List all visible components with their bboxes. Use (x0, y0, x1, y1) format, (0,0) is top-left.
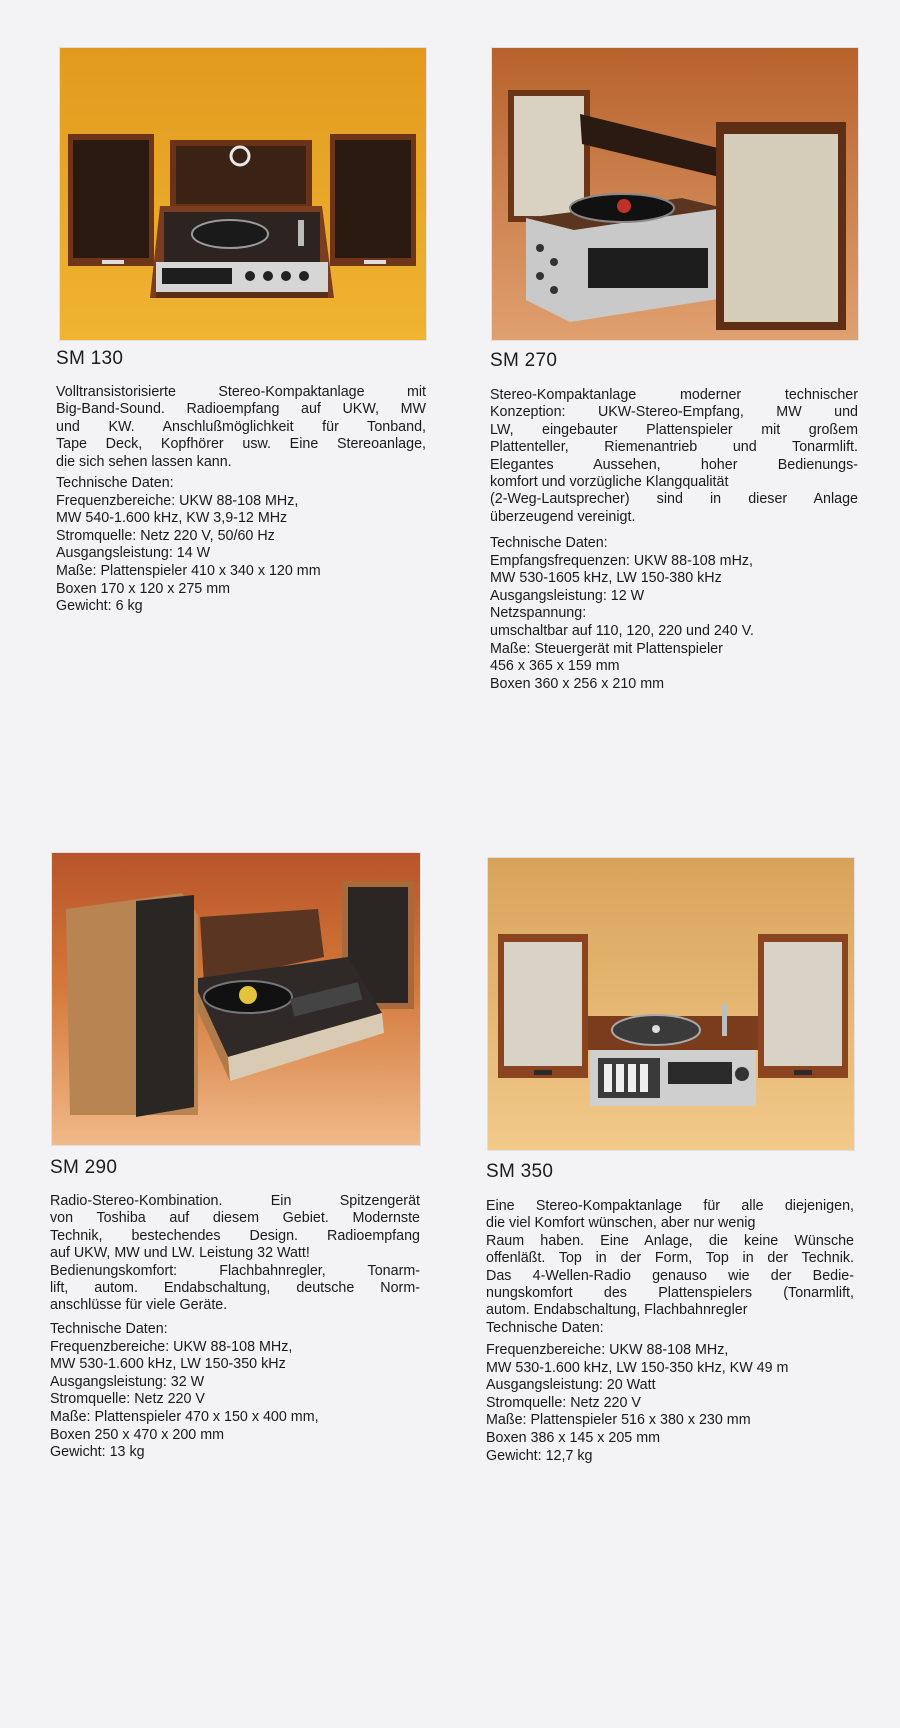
description-line: offenläßt. Top in der Form, Top in der Technik. (486, 1250, 854, 1267)
spec-line: Maße: Steuergerät mit Plattenspieler (490, 640, 723, 657)
description-line: Big-Band-Sound. Radioempfang auf UKW, MW (56, 401, 426, 418)
spec-line: Boxen 250 x 470 x 200 mm (50, 1426, 225, 1443)
description-line: autom. Endabschaltung, Flachbahnregler (486, 1302, 748, 1319)
technical-specs (50, 1321, 319, 1462)
product-photo-sm350 (488, 858, 854, 1150)
spec-line: Stromquelle: Netz 220 V (50, 1391, 205, 1408)
description-line: (2-Weg-Lautsprecher) sind in dieser Anlage (490, 491, 858, 508)
spec-line: Boxen 170 x 120 x 275 mm (56, 580, 231, 597)
spec-line: Stromquelle: Netz 220 V (486, 1394, 641, 1411)
description-line: Elegantes Aussehen, hoher Bedienungs- (490, 456, 858, 473)
description-line: die viel Komfort wünschen, aber nur wenig (486, 1215, 756, 1232)
spec-line: Ausgangsleistung: 12 W (490, 587, 645, 604)
spec-line: MW 530-1.600 kHz, LW 150-350 kHz, KW 49 m (486, 1359, 789, 1376)
description-line: die sich sehen lassen kann. (56, 453, 232, 470)
technical-specs (490, 535, 754, 693)
product-description (486, 1198, 854, 1337)
description-line: anschlüsse für viele Geräte. (50, 1297, 228, 1314)
description-line: Eine Stereo-Kompaktanlage für alle diejenigen, (486, 1198, 854, 1214)
description-line: Technik, bestechendes Design. Radioempfang (50, 1227, 420, 1244)
product-description (50, 1193, 420, 1315)
description-line: komfort und vorzügliche Klangqualität (490, 474, 729, 491)
description-line: auf UKW, MW und LW. Leistung 32 Watt! (50, 1245, 310, 1262)
spec-line: Boxen 360 x 256 x 210 mm (490, 675, 665, 692)
description-line: lift, autom. Endabschaltung, deutsche Norm- (50, 1280, 420, 1297)
product-photo-sm130 (60, 48, 426, 340)
spec-line: Technische Daten: (56, 475, 174, 491)
stereo-system-image (492, 48, 858, 340)
spec-line: Frequenzbereiche: UKW 88-108 MHz, (56, 492, 299, 509)
product-photo-sm270 (492, 48, 858, 340)
spec-line: Ausgangsleistung: 32 W (50, 1373, 205, 1390)
spec-line: Netzspannung: (490, 605, 587, 622)
spec-line: MW 530-1605 kHz, LW 150-380 kHz (490, 570, 722, 587)
description-line: Konzeption: UKW-Stereo-Empfang, MW und (490, 404, 858, 421)
model-name: SM 270 (490, 350, 558, 371)
technical-specs (486, 1342, 788, 1465)
description-line: Technische Daten: (486, 1319, 604, 1336)
product-photo-sm290 (52, 853, 420, 1145)
spec-line: Empfangsfrequenzen: UKW 88-108 mHz, (490, 552, 754, 569)
description-line: Radio-Stereo-Kombination. Ein Spitzengerät (50, 1193, 420, 1209)
spec-line: 456 x 365 x 159 mm (490, 658, 620, 675)
description-line: LW, eingebauter Plattenspieler mit großem (490, 421, 858, 438)
description-line: von Toshiba auf diesem Gebiet. Modernste (50, 1210, 420, 1227)
description-line: Bedienungskomfort: Flachbahnregler, Tonarm- (50, 1262, 420, 1279)
spec-line: Maße: Plattenspieler 470 x 150 x 400 mm, (50, 1408, 319, 1425)
technical-specs (56, 475, 321, 616)
spec-line: MW 540-1.600 kHz, KW 3,9-12 MHz (56, 510, 288, 527)
description-line: Das 4-Wellen-Radio genauso wie der Bedie- (486, 1267, 854, 1284)
spec-line: Maße: Plattenspieler 410 x 340 x 120 mm (56, 562, 321, 579)
spec-line: Gewicht: 6 kg (56, 598, 143, 615)
model-name: SM 130 (56, 348, 124, 369)
description-line: und KW. Anschlußmöglichkeit für Tonband, (56, 418, 426, 435)
stereo-system-image (52, 853, 420, 1145)
spec-line: Boxen 386 x 145 x 205 mm (486, 1429, 661, 1446)
description-line: Volltransistorisierte Stereo-Kompaktanlage mit (56, 384, 426, 400)
spec-line: Technische Daten: (490, 535, 608, 551)
spec-line: Technische Daten: (50, 1321, 168, 1337)
spec-line: Maße: Plattenspieler 516 x 380 x 230 mm (486, 1412, 751, 1429)
spec-line: Gewicht: 12,7 kg (486, 1447, 593, 1464)
stereo-system-image (60, 48, 426, 340)
model-name: SM 350 (486, 1161, 554, 1182)
spec-line: Gewicht: 13 kg (50, 1444, 145, 1461)
description-line: nungskomfort des Plattenspielers (Tonarmlift, (486, 1285, 854, 1302)
description-line: Raum haben. Eine Anlage, die keine Wünsche (486, 1232, 854, 1249)
product-description (56, 384, 426, 471)
spec-line: Frequenzbereiche: UKW 88-108 MHz, (486, 1342, 729, 1358)
spec-line: umschaltbar auf 110, 120, 220 und 240 V. (490, 622, 754, 639)
model-name: SM 290 (50, 1157, 118, 1178)
spec-line: Ausgangsleistung: 14 W (56, 545, 211, 562)
spec-line: Ausgangsleistung: 20 Watt (486, 1377, 656, 1394)
spec-line: Frequenzbereiche: UKW 88-108 MHz, (50, 1338, 293, 1355)
description-line: Tape Deck, Kopfhörer usw. Eine Stereoanlage, (56, 436, 426, 453)
description-line: Stereo-Kompaktanlage moderner technischer (490, 387, 858, 403)
stereo-system-image (488, 858, 854, 1150)
spec-line: MW 530-1.600 kHz, LW 150-350 kHz (50, 1356, 286, 1373)
description-line: überzeugend vereinigt. (490, 508, 636, 525)
description-line: Plattenteller, Riemenantrieb und Tonarmlift. (490, 439, 858, 456)
spec-line: Stromquelle: Netz 220 V, 50/60 Hz (56, 527, 275, 544)
product-description (490, 387, 858, 526)
